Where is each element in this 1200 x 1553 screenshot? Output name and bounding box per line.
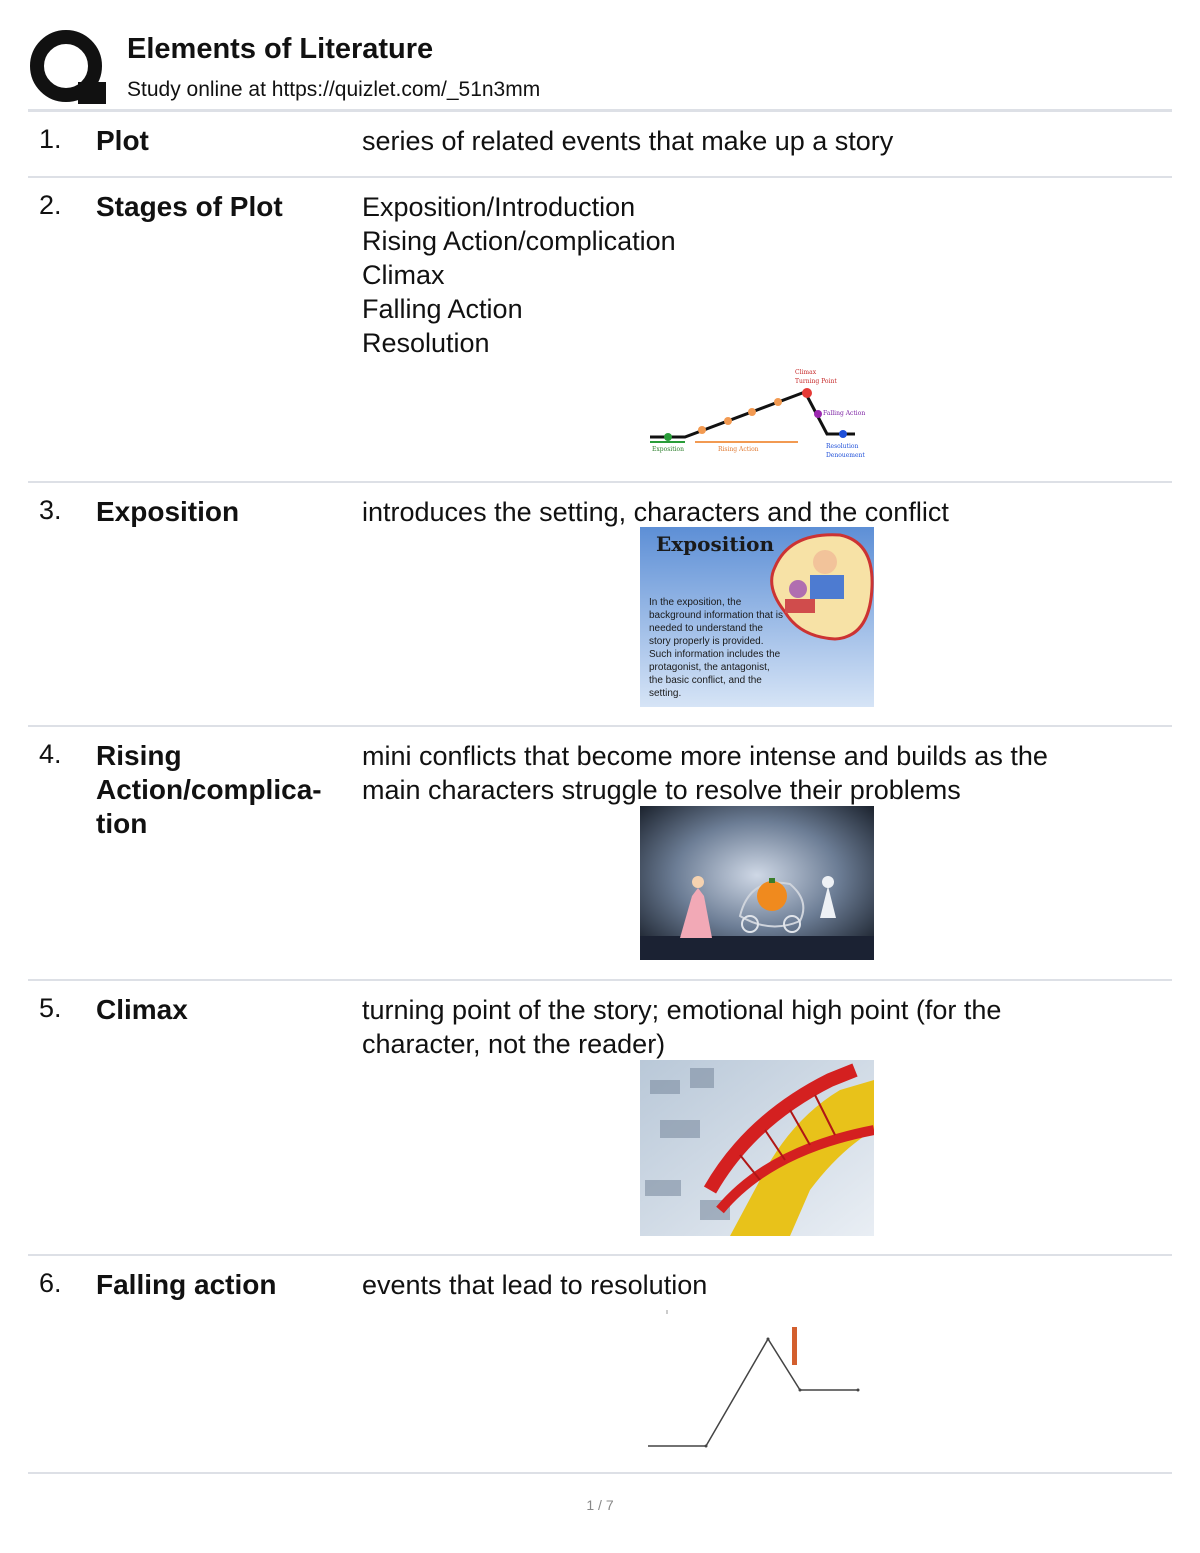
slide-text: setting.	[649, 688, 682, 699]
definition-line: Climax	[362, 260, 445, 290]
row-divider	[28, 725, 1172, 727]
slide-text: the basic conflict, and the	[649, 675, 762, 686]
study-online-link[interactable]: Study online at https://quizlet.com/_51n3mm	[127, 78, 541, 101]
diagram-label: Turning Point	[795, 378, 837, 385]
card-number: 2.	[39, 190, 62, 220]
card-term: Stages of Plot	[96, 191, 283, 222]
slide-heading: Exposition	[656, 532, 775, 556]
row-divider	[28, 1472, 1172, 1474]
cinderella-carriage-image	[640, 806, 874, 960]
slide-text: Such information includes the	[649, 649, 781, 660]
card-number: 1.	[39, 124, 62, 154]
definition-line: turning point of the story; emotional high point (for the	[362, 995, 1002, 1025]
definition-line: Rising Action/complication	[362, 226, 676, 256]
page-number: 1 / 7	[586, 1497, 614, 1513]
definition-line: introduces the setting, characters and the conflict	[362, 497, 949, 527]
card-definition	[362, 190, 1162, 360]
term-line: tion	[96, 808, 148, 839]
card-definition	[362, 993, 1162, 1061]
falling-action-diagram-image	[640, 1305, 874, 1455]
card-number: 5.	[39, 993, 62, 1023]
row-divider	[28, 1254, 1172, 1256]
row-divider	[28, 481, 1172, 483]
card-definition	[362, 1268, 1162, 1302]
slide-text: story properly is provided.	[649, 636, 764, 647]
slide-text: background information that is	[649, 610, 783, 621]
card-term: Exposition	[96, 496, 240, 527]
document-title: Elements of Literature	[127, 33, 434, 65]
quizlet-logo-icon	[28, 28, 108, 108]
definition-line: Exposition/Introduction	[362, 192, 636, 222]
slide-text: protagonist, the antagonist,	[649, 662, 770, 673]
plot-diagram-image	[640, 362, 880, 462]
exposition-slide-image	[640, 527, 874, 707]
term-line: Rising	[96, 740, 182, 771]
diagram-label: Falling Action	[823, 410, 866, 417]
row-divider	[28, 176, 1172, 178]
roller-coaster-image	[640, 1060, 874, 1236]
definition-line: character, not the reader)	[362, 1029, 666, 1059]
definition-line: events that lead to resolution	[362, 1270, 708, 1300]
card-definition	[362, 739, 1162, 807]
card-term: Falling action	[96, 1269, 277, 1300]
definition-line: Falling Action	[362, 294, 523, 324]
term-line: Action/complica-	[96, 774, 322, 805]
card-term: Climax	[96, 994, 188, 1025]
header-divider	[28, 109, 1172, 112]
card-number: 6.	[39, 1268, 62, 1298]
card-definition	[362, 495, 1162, 529]
row-divider	[28, 979, 1172, 981]
diagram-label: Exposition	[652, 446, 685, 453]
definition-line: series of related events that make up a story	[362, 126, 894, 156]
diagram-label: Rising Action	[718, 446, 759, 453]
card-term	[96, 739, 358, 841]
card-term: Plot	[96, 125, 149, 156]
definition-line: main characters struggle to resolve their problems	[362, 775, 961, 805]
definition-line: mini conflicts that become more intense and builds as the	[362, 741, 1048, 771]
slide-text: In the exposition, the	[649, 597, 742, 608]
diagram-label: Denouement	[826, 452, 865, 459]
diagram-label: Resolution	[826, 443, 859, 450]
card-definition	[362, 124, 1162, 158]
card-number: 3.	[39, 495, 62, 525]
card-number: 4.	[39, 739, 62, 769]
diagram-label: Climax	[795, 369, 817, 376]
definition-line: Resolution	[362, 328, 490, 358]
slide-text: needed to understand the	[649, 623, 763, 634]
